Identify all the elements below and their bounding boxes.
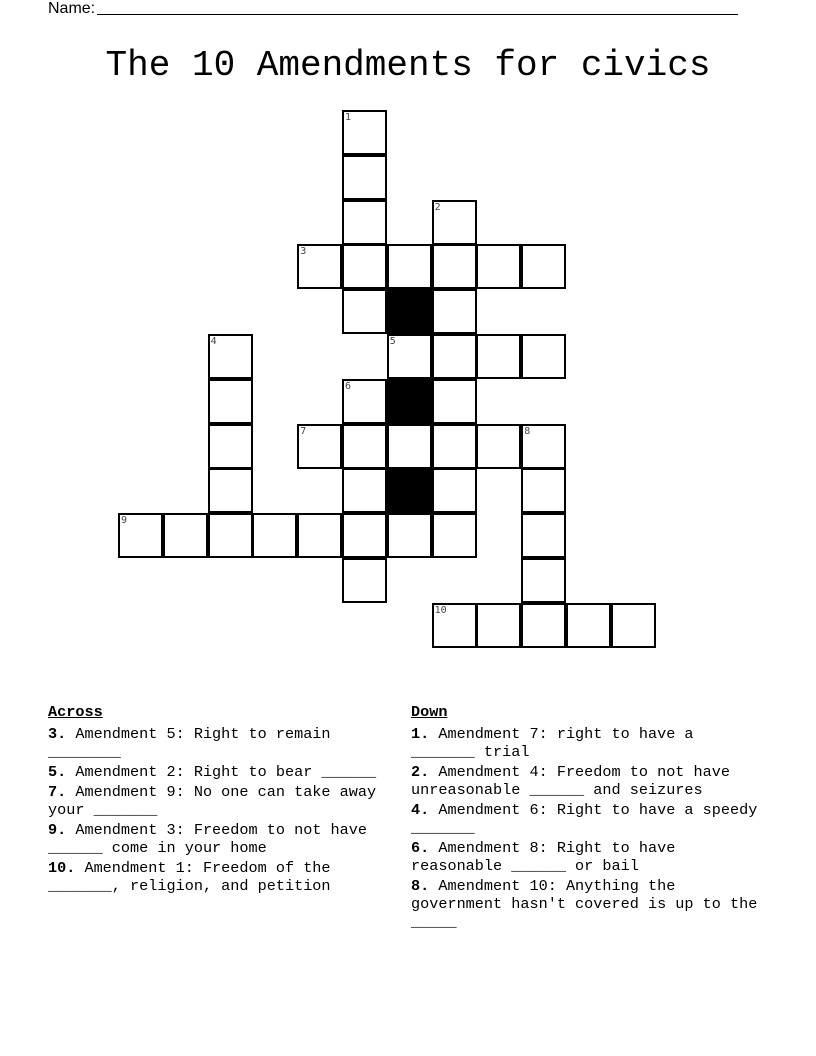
clue-text: Amendment 6: Right to have a speedy _______	[411, 801, 767, 837]
clue-number: 2.	[411, 763, 430, 781]
clue-number: 2	[434, 201, 441, 213]
across-clues	[48, 703, 392, 897]
clue-text: Amendment 4: Freedom to not have unreasonable ______ and seizures	[411, 763, 740, 799]
clue-text: Amendment 8: Right to have reasonable ______ or bail	[411, 839, 685, 875]
crossword-cell[interactable]	[476, 244, 521, 289]
crossword-cell[interactable]	[387, 244, 432, 289]
crossword-cell[interactable]	[208, 513, 253, 558]
crossword-cell[interactable]	[476, 424, 521, 469]
crossword-cell[interactable]	[208, 379, 253, 424]
down-clue-list	[411, 725, 767, 931]
crossword-cell[interactable]	[342, 558, 387, 603]
crossword-cell[interactable]	[342, 379, 387, 424]
crossword-cell[interactable]	[252, 513, 297, 558]
crossword-cell[interactable]	[476, 334, 521, 379]
crossword-cell[interactable]	[297, 424, 342, 469]
clue-number: 1	[345, 112, 352, 123]
crossword-cell[interactable]	[432, 379, 477, 424]
clue-number: 8.	[411, 877, 430, 895]
crossword-cell[interactable]	[208, 468, 253, 513]
clue-text: Amendment 9: No one can take away your _______	[48, 783, 386, 819]
crossword-cell[interactable]	[432, 424, 477, 469]
crossword-cell[interactable]	[432, 334, 477, 379]
across-clue	[48, 859, 392, 895]
across-clue	[48, 783, 392, 819]
clue-number: 5.	[48, 763, 67, 781]
clue-number: 6.	[411, 839, 430, 857]
name-label: Name:	[48, 0, 96, 17]
crossword-cell[interactable]	[342, 110, 387, 155]
across-clue	[48, 725, 392, 761]
clue-number: 4.	[411, 801, 430, 819]
crossword-cell[interactable]	[521, 468, 566, 513]
crossword-cell[interactable]	[342, 289, 387, 334]
crossword-cell[interactable]	[208, 334, 253, 379]
across-heading: Across	[48, 703, 103, 721]
across-clue-list	[48, 725, 392, 895]
crossword-cell[interactable]	[118, 513, 163, 558]
clue-number: 1.	[411, 725, 430, 743]
clue-number: 4	[210, 336, 217, 347]
crossword-cell[interactable]	[566, 603, 611, 648]
crossword-cell[interactable]	[387, 334, 432, 379]
crossword-cell[interactable]	[163, 513, 208, 558]
crossword-cell[interactable]	[342, 155, 387, 200]
crossword-cell[interactable]	[297, 244, 342, 289]
clue-number: 5	[389, 336, 396, 347]
down-clue	[411, 839, 759, 875]
down-clues	[411, 703, 767, 933]
down-clue	[411, 763, 759, 799]
crossword-cell[interactable]	[521, 244, 566, 289]
clue-text: Amendment 7: right to have a _______ trial	[411, 725, 703, 761]
clue-number: 9	[121, 515, 128, 527]
clue-text: Amendment 3: Freedom to not have ______ come in your home	[48, 821, 377, 857]
crossword-cell[interactable]	[432, 289, 477, 334]
crossword-cell[interactable]	[521, 603, 566, 648]
clue-text: Amendment 2: Right to bear ______	[66, 763, 377, 781]
crossword-cell[interactable]	[432, 513, 477, 558]
crossword-cell[interactable]	[387, 513, 432, 558]
clue-number: 6	[345, 380, 352, 392]
crossword-cell[interactable]	[521, 424, 566, 469]
crossword-cell[interactable]	[208, 424, 253, 469]
clue-number: 7.	[48, 783, 67, 801]
down-heading: Down	[411, 703, 448, 721]
clue-text: Amendment 5: Right to remain ________	[48, 725, 340, 761]
down-clue	[411, 877, 767, 931]
clue-number: 7	[300, 425, 307, 437]
crossword-cell[interactable]	[297, 513, 342, 558]
crossword-cell[interactable]	[432, 244, 477, 289]
clue-number: 9.	[48, 821, 67, 839]
page-title: The 10 Amendments for civics	[105, 45, 711, 86]
crossword-cell[interactable]	[521, 334, 566, 379]
clue-number: 3.	[48, 725, 67, 743]
down-clue	[411, 725, 759, 761]
crossword-cell[interactable]	[432, 200, 477, 245]
across-clue	[48, 763, 392, 781]
across-clue	[48, 821, 392, 857]
clue-number: 10	[434, 604, 447, 616]
crossword-cell[interactable]	[342, 424, 387, 469]
clue-number: 3	[300, 246, 307, 258]
crossword-cell[interactable]	[342, 200, 387, 245]
down-clue	[411, 801, 767, 837]
clue-number: 8	[524, 425, 531, 437]
crossword-cell[interactable]	[611, 603, 656, 648]
black-square	[387, 379, 432, 424]
crossword-cell[interactable]	[342, 468, 387, 513]
crossword-cell[interactable]	[387, 424, 432, 469]
crossword-cell[interactable]	[342, 513, 387, 558]
clue-text: Amendment 10: Anything the government hasn't covered is up to the _____	[411, 877, 767, 931]
clue-text: Amendment 1: Freedom of the _______, religion, and petition	[48, 859, 340, 895]
crossword-cell[interactable]	[432, 468, 477, 513]
black-square	[387, 468, 432, 513]
clue-number: 10.	[48, 859, 76, 877]
black-square	[387, 289, 432, 334]
crossword-cell[interactable]	[476, 603, 521, 648]
crossword-cell[interactable]	[342, 244, 387, 289]
crossword-cell[interactable]	[432, 603, 477, 648]
crossword-cell[interactable]	[521, 513, 566, 558]
crossword-cell[interactable]	[521, 558, 566, 603]
